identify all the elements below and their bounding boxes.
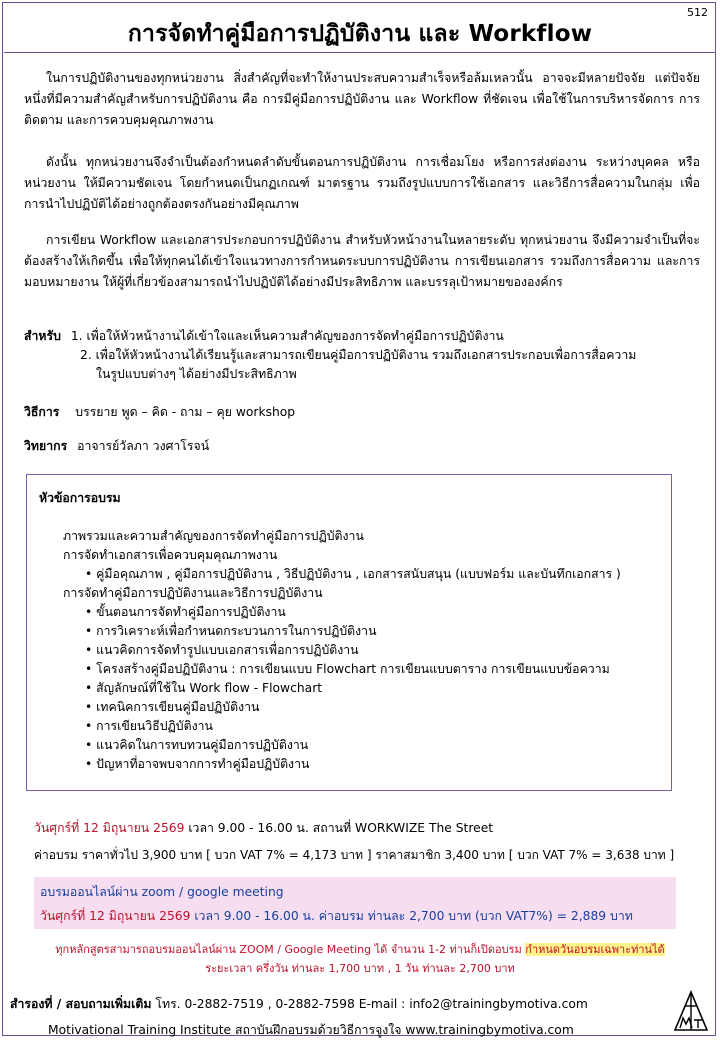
note-line-2: ระยะเวลา ครึ่งวัน ท่านละ 1,700 บาท , 1 วัน ท่านละ 2,700 บาท — [205, 962, 515, 975]
contact-row — [10, 995, 588, 1014]
speaker-label: วิทยากร — [24, 439, 68, 453]
topic-subitem: • แนวคิดการจัดทำรูปแบบเอกสารเพื่อการปฏิบัติงาน — [85, 643, 359, 657]
topics-list — [63, 527, 621, 774]
topic-subitem: • เทคนิคการเขียนคู่มือปฏิบัติงาน — [85, 700, 260, 714]
schedule-row — [34, 819, 493, 838]
mti-logo-icon — [672, 990, 710, 1032]
online-details — [40, 907, 633, 926]
note-highlight: กำหนดวันอบรมเฉพาะท่านได้ — [525, 943, 665, 956]
online-time: เวลา 9.00 - 16.00 น. — [194, 909, 319, 923]
method-row — [24, 402, 295, 423]
schedule-time-venue: เวลา 9.00 - 16.00 น. สถานที่ WORKWIZE The Street — [188, 821, 494, 835]
note-line-1 — [0, 940, 720, 958]
topic-subitem: • โครงสร้างคู่มือปฏิบัติงาน : การเขียนแบบ Flowchart การเขียนแบบตาราง การเขียนแบบข้อความ — [85, 662, 610, 676]
topic-subitem: • การวิเคราะห์เพื่อกำหนดกระบวนการในการปฏิบัติงาน — [85, 624, 377, 638]
title-divider — [4, 52, 716, 53]
objective-2b: ในรูปแบบต่างๆ ได้อย่างมีประสิทธิภาพ — [96, 367, 297, 381]
topic-item: การจัดทำคู่มือการปฏิบัติงานและวิธีการปฏิบัติงาน — [63, 586, 323, 600]
topics-box — [26, 474, 672, 791]
intro-paragraph-2: ดังนั้น ทุกหน่วยงานจึงจำเป็นต้องกำหนดลำดับขั้นตอนการปฏิบัติงาน การเชื่อมโยง หรือการส่งต่องาน ระหว่างบุคคล หรือหน่วยงาน ให้มีความชัดเจน โดยกำหนดเป็นกฏเกณฑ์ มาตรฐาน รวมถึงรูปแบบการใช้เอกสาร และวิธีการสื่อความในกลุ่ม เพื่อการนำไปปฏิบัติได้อย่างถูกต้องตรงกันอย่างมีคุณภาพ — [24, 155, 700, 211]
topic-item: การจัดทำเอกสารเพื่อควบคุมคุณภาพงาน — [63, 548, 278, 562]
objectives-label: สำหรับ — [24, 329, 61, 343]
online-date: วันศุกร์ที่ 12 มิถุนายน 2569 — [40, 909, 191, 923]
fee-row: ค่าอบรม ราคาทั่วไป 3,900 บาท [ บวก VAT 7% = 4,173 บาท ] ราคาสมาชิก 3,400 บาท [ บวก VAT 7% = 3,638 บาท ] — [34, 848, 675, 862]
topic-item: ภาพรวมและความสำคัญของการจัดทำคู่มือการปฏิบัติงาน — [63, 529, 364, 543]
method-label: วิธีการ — [24, 405, 60, 419]
topic-subitem: • ปัญหาที่อาจพบจากการทำคู่มือปฏิบัติงาน — [85, 757, 310, 771]
intro-paragraph-1: ในการปฏิบัติงานของทุกหน่วยงาน สิ่งสำคัญที่จะทำให้งานประสบความสำเร็จหรือล้มเหลวนั้น อาจจะมีหลายปัจจัย แต่ปัจจัยหนึ่งที่มีความสำคัญสำหรับการปฏิบัติงาน คือ การมีคู่มือการปฏิบัติงาน และ Workflow ที่ชัดเจน เพื่อใช้ในการบริหารจัดการ การติดตาม และการควบคุมคุณภาพงาน — [24, 71, 700, 127]
speaker-row — [24, 436, 209, 457]
topic-subitem: • คู่มือคุณภาพ , คู่มือการปฏิบัติงาน , วิธีปฏิบัติงาน , เอกสารสนับสนุน (แบบฟอร์ม และบันทึกเอกสาร ) — [85, 567, 621, 581]
online-heading: อบรมออนไลน์ผ่าน zoom / google meeting — [40, 885, 284, 899]
objective-2a: 2. เพื่อให้หัวหน้างานได้เรียนรู้และสามารถเขียนคู่มือการปฏิบัติงาน รวมถึงเอกสารประกอบเพื่อการสื่อความ — [80, 348, 637, 362]
topic-subitem: • ขั้นตอนการจัดทำคู่มือการปฏิบัติงาน — [85, 605, 286, 619]
footer: Motivational Training Institute สถาบันฝึกอบรมด้วยวิธีการจูงใจ www.trainingbymotiva.com — [48, 1023, 574, 1037]
intro-paragraph-3: การเขียน Workflow และเอกสารประกอบการปฏิบัติงาน สำหรับหัวหน้างานในหลายระดับ ทุกหน่วยงาน จึงมีความจำเป็นที่จะต้องสร้างให้เกิดขึ้น เพื่อให้ทุกคนได้เข้าใจแนวทางการกำหนดระบบการปฏิบัติงาน การเขียนเอกสาร รวมถึงการสื่อความ และการมอบหมายงาน ให้ผู้ที่เกี่ยวข้องสามารถนำไปปฏิบัติได้อย่างมีประสิทธิภาพ และบรรลุเป้าหมายขององค์กร — [24, 233, 700, 289]
topic-subitem: • แนวคิดในการทบทวนคู่มือการปฏิบัติงาน — [85, 738, 309, 752]
contact-label: สำรองที่ / สอบถามเพิ่มเติม — [10, 997, 152, 1011]
topic-subitem: • การเขียนวิธีปฏิบัติงาน — [85, 719, 213, 733]
schedule-date: วันศุกร์ที่ 12 มิถุนายน 2569 — [34, 821, 185, 835]
online-fee: ค่าอบรม ท่านละ 2,700 บาท (บวก VAT7%) = 2,889 บาท — [318, 909, 633, 923]
speaker-value: อาจารย์วัลภา วงศาโรจน์ — [77, 439, 210, 453]
online-box — [34, 877, 676, 929]
method-value: บรรยาย พูด – คิด - ถาม – คุย workshop — [75, 405, 296, 419]
note-text: ทุกหลักสูตรสามารถอบรมออนไลน์ผ่าน ZOOM / Google Meeting ได้ จำนวน 1-2 ท่านก็เปิดอบรม — [55, 943, 526, 956]
objectives-row-1 — [24, 326, 504, 347]
topics-title: หัวข้อการอบรม — [39, 491, 121, 505]
page-number: 512 — [687, 6, 708, 19]
objective-1: 1. เพื่อให้หัวหน้างานได้เข้าใจและเห็นความสำคัญของการจัดทำคู่มือการปฏิบัติงาน — [70, 329, 504, 343]
contact-value: โทร. 0-2882-7519 , 0-2882-7598 E-mail : info2@trainingbymotiva.com — [155, 997, 588, 1011]
page-title: การจัดทำคู่มือการปฏิบัติงาน และ Workflow — [127, 21, 593, 47]
topic-subitem: • สัญลักษณ์ที่ใช้ใน Work flow - Flowchart — [85, 681, 323, 695]
